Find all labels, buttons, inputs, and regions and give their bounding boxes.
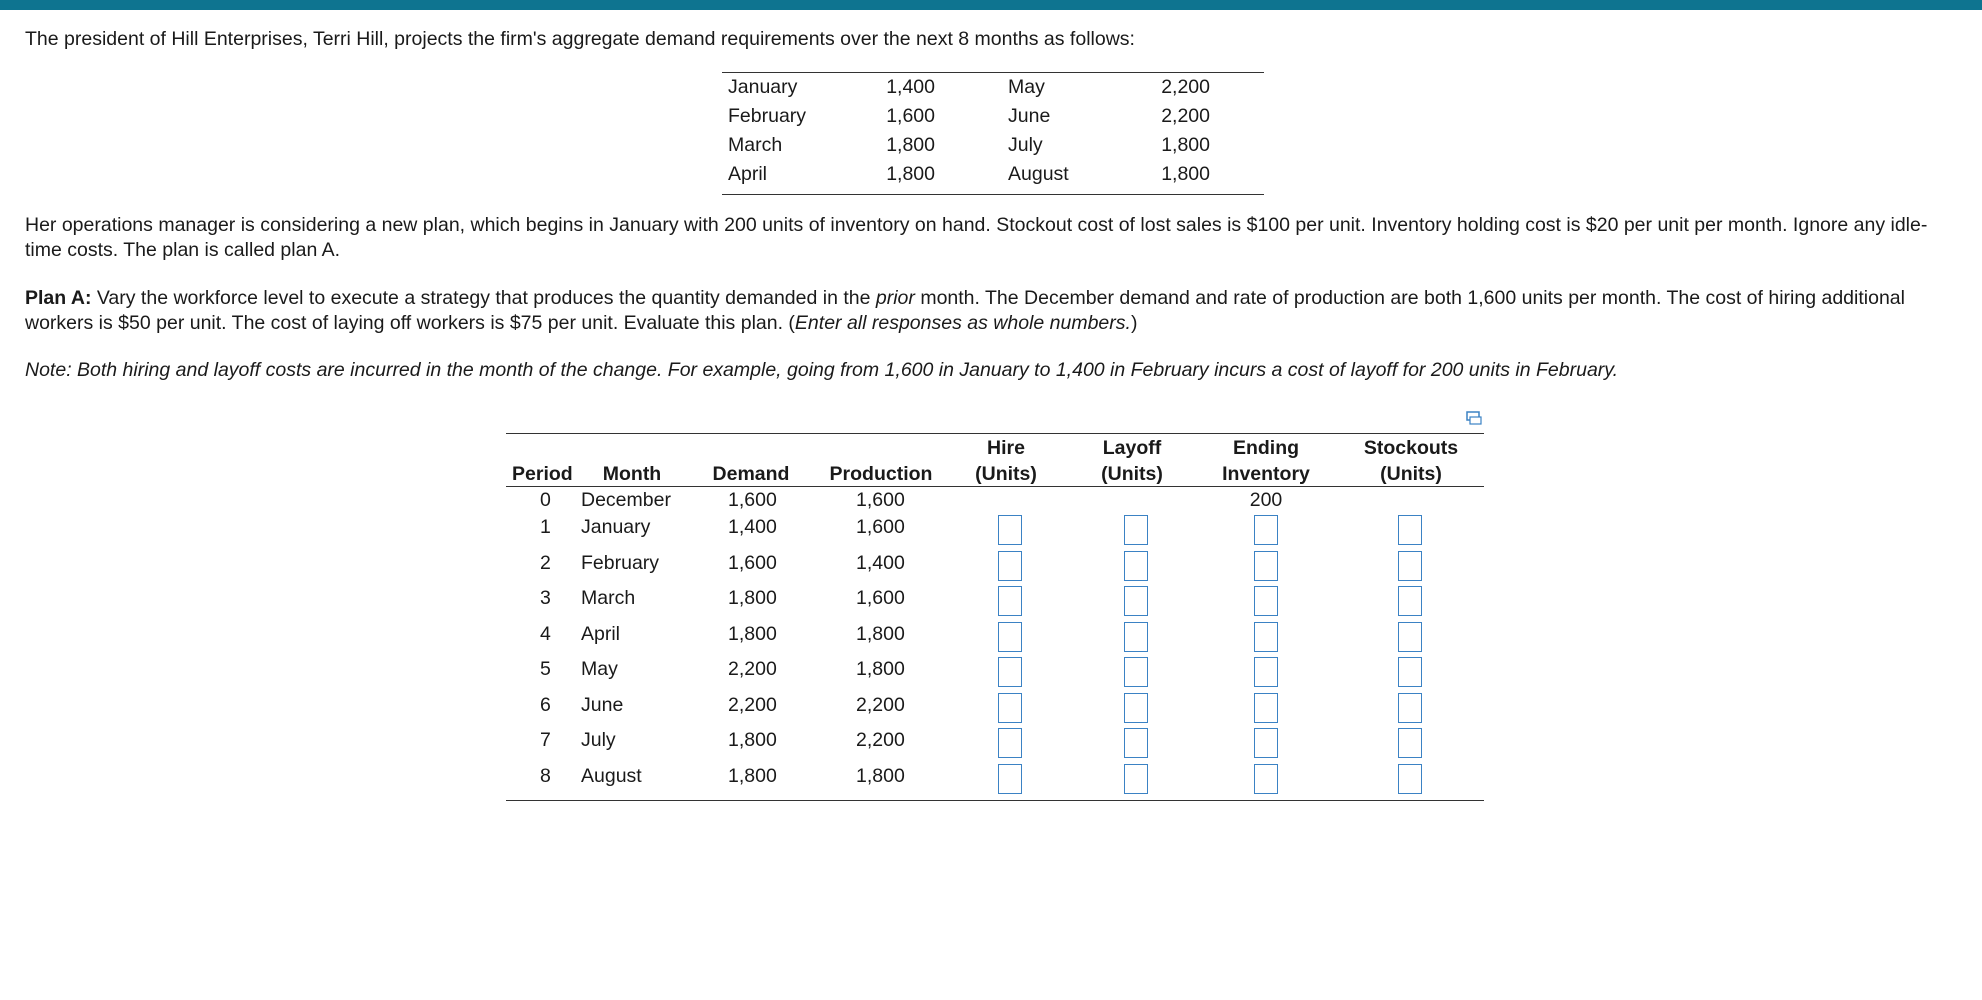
plan-a-table — [506, 433, 1484, 801]
header-layoff: Layoff — [1102, 437, 1162, 459]
month-cell: March — [581, 587, 636, 609]
period-cell: 3 — [540, 587, 551, 609]
demand-cell: 1,800 — [728, 765, 777, 787]
stockouts-input[interactable] — [1398, 515, 1422, 545]
plan-a-body-2: month. The December demand and rate of production are both 1,600 units per month. The cost of hiring additional workers is $50 per unit. The cost of laying off workers is $75 per unit. Evaluate this plan. ( — [25, 287, 1905, 334]
demand-month-cell: January — [728, 76, 798, 98]
production-cell: 1,800 — [856, 623, 905, 645]
month-cell: June — [581, 694, 624, 716]
layoff-input[interactable] — [1124, 551, 1148, 581]
header-month: Month — [602, 463, 662, 485]
production-cell: 1,800 — [856, 658, 905, 680]
demand-cell: 1,600 — [728, 552, 777, 574]
hire-input[interactable] — [998, 693, 1022, 723]
ending-inventory-input[interactable] — [1254, 657, 1278, 687]
period-cell: 1 — [540, 516, 551, 538]
header-hire-units: (Units) — [975, 463, 1037, 485]
plan-a-body: Vary the workforce level to execute a strategy that produces the quantity demanded in the — [91, 287, 876, 309]
demand-cell: 2,200 — [728, 694, 777, 716]
month-cell: December — [581, 489, 671, 511]
demand-value-cell: 1,600 — [886, 105, 935, 127]
production-cell: 2,200 — [856, 729, 905, 751]
production-cell: 1,600 — [856, 587, 905, 609]
period-cell: 7 — [540, 729, 551, 751]
edit-table-icon[interactable] — [1466, 411, 1482, 425]
demand-month-cell: May — [1008, 76, 1045, 98]
ending-inventory-input[interactable] — [1254, 764, 1278, 794]
stockouts-input[interactable] — [1398, 657, 1422, 687]
hire-input[interactable] — [998, 622, 1022, 652]
header-production: Production — [829, 463, 933, 485]
ending-inventory-cell: 200 — [1249, 489, 1283, 511]
demand-value-cell: 1,400 — [886, 76, 935, 98]
plan-a-label: Plan A: — [25, 287, 92, 309]
demand-value-cell: 1,800 — [1161, 134, 1210, 156]
demand-value-cell: 1,800 — [886, 163, 935, 185]
demand-value-cell: 1,800 — [1161, 163, 1210, 185]
layoff-input[interactable] — [1124, 586, 1148, 616]
stockouts-input[interactable] — [1398, 728, 1422, 758]
production-cell: 1,600 — [856, 489, 905, 511]
production-cell: 2,200 — [856, 694, 905, 716]
plan-a-instruction: Enter all responses as whole numbers. — [794, 312, 1131, 334]
hire-input[interactable] — [998, 728, 1022, 758]
top-accent-bar — [0, 0, 1982, 10]
ending-inventory-input[interactable] — [1254, 728, 1278, 758]
stockouts-input[interactable] — [1398, 586, 1422, 616]
production-cell: 1,800 — [856, 765, 905, 787]
stockouts-input[interactable] — [1398, 764, 1422, 794]
production-cell: 1,600 — [856, 516, 905, 538]
demand-month-cell: April — [728, 163, 768, 185]
demand-cell: 1,400 — [728, 516, 777, 538]
hire-input[interactable] — [998, 551, 1022, 581]
period-cell: 0 — [540, 489, 551, 511]
layoff-input[interactable] — [1124, 728, 1148, 758]
header-stockouts-units: (Units) — [1380, 463, 1442, 485]
header-layoff-units: (Units) — [1101, 463, 1163, 485]
stockouts-input[interactable] — [1398, 551, 1422, 581]
month-cell: April — [581, 623, 621, 645]
demand-value-cell: 2,200 — [1161, 105, 1210, 127]
stockouts-input[interactable] — [1398, 693, 1422, 723]
demand-month-cell: June — [1008, 105, 1051, 127]
demand-month-cell: February — [728, 105, 807, 127]
layoff-input[interactable] — [1124, 657, 1148, 687]
header-period: Period — [512, 463, 573, 485]
month-cell: February — [581, 552, 660, 574]
demand-cell: 1,600 — [728, 489, 777, 511]
plan-a-italic-word: prior — [875, 287, 915, 309]
plan-a-text — [25, 286, 1965, 336]
period-cell: 5 — [540, 658, 551, 680]
stockouts-input[interactable] — [1398, 622, 1422, 652]
ending-inventory-input[interactable] — [1254, 586, 1278, 616]
month-cell: May — [581, 658, 618, 680]
header-ending: Ending — [1232, 437, 1300, 459]
hire-input[interactable] — [998, 657, 1022, 687]
plan-a-close: ) — [1130, 312, 1138, 334]
intro-text: The president of Hill Enterprises, Terri Hill, projects the firm's aggregate demand requirements over the next 8 months as follows: — [25, 28, 1135, 50]
plan-description-text: Her operations manager is considering a new plan, which begins in January with 200 units of inventory on hand. Stockout cost of lost sales is $100 per unit. Inventory holding cost is $20 per unit per month. Ignore any idle-time costs. The plan is called plan A. — [25, 214, 1928, 261]
header-demand: Demand — [712, 463, 790, 485]
ending-inventory-input[interactable] — [1254, 622, 1278, 652]
ending-inventory-input[interactable] — [1254, 551, 1278, 581]
header-hire: Hire — [987, 437, 1025, 459]
production-cell: 1,400 — [856, 552, 905, 574]
layoff-input[interactable] — [1124, 693, 1148, 723]
layoff-input[interactable] — [1124, 515, 1148, 545]
demand-month-cell: March — [728, 134, 783, 156]
hire-input[interactable] — [998, 586, 1022, 616]
hire-input[interactable] — [998, 515, 1022, 545]
layoff-input[interactable] — [1124, 764, 1148, 794]
month-cell: January — [581, 516, 651, 538]
ending-inventory-input[interactable] — [1254, 693, 1278, 723]
demand-cell: 1,800 — [728, 729, 777, 751]
period-cell: 4 — [540, 623, 551, 645]
demand-cell: 2,200 — [728, 658, 777, 680]
demand-cell: 1,800 — [728, 623, 777, 645]
demand-value-cell: 2,200 — [1161, 76, 1210, 98]
demand-value-cell: 1,800 — [886, 134, 935, 156]
ending-inventory-input[interactable] — [1254, 515, 1278, 545]
period-cell: 6 — [540, 694, 551, 716]
header-stockouts: Stockouts — [1363, 437, 1459, 459]
demand-month-cell: July — [1008, 134, 1043, 156]
demand-month-cell: August — [1008, 163, 1069, 185]
period-cell: 2 — [540, 552, 551, 574]
note-text: Note: Both hiring and layoff costs are incurred in the month of the change. For example, going from 1,600 in January to 1,400 in February incurs a cost of layoff for 200 units in February. — [25, 359, 1619, 381]
demand-cell: 1,800 — [728, 587, 777, 609]
month-cell: July — [581, 729, 616, 751]
header-ending-inventory: Inventory — [1222, 463, 1310, 485]
hire-input[interactable] — [998, 764, 1022, 794]
period-cell: 8 — [540, 765, 551, 787]
demand-table — [722, 72, 1264, 195]
layoff-input[interactable] — [1124, 622, 1148, 652]
month-cell: August — [581, 765, 642, 787]
